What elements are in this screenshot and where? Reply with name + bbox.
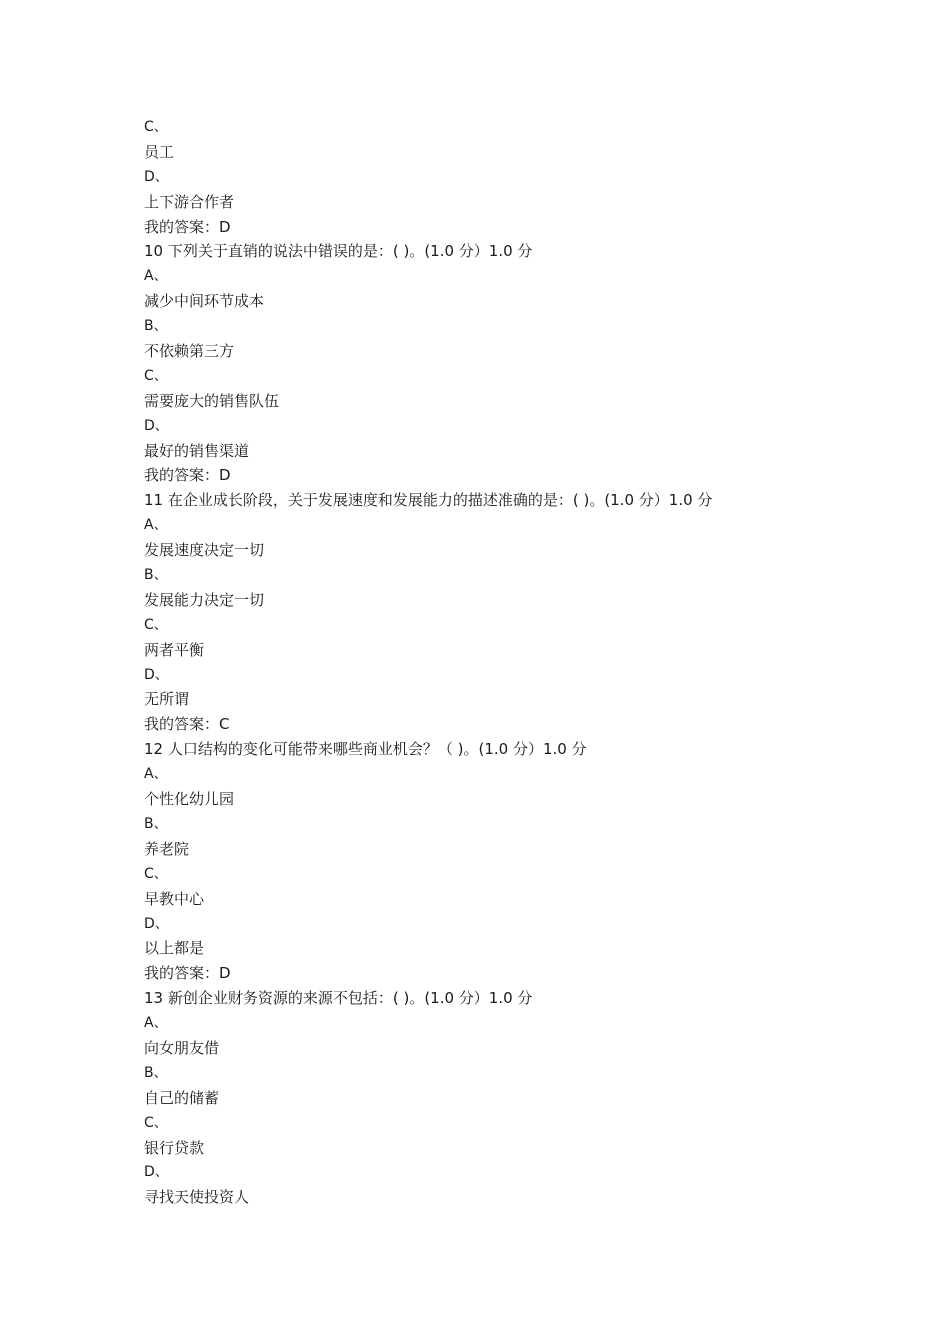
question-13: 13 新创企业财务资源的来源不包括：( )。(1.0 分）1.0 分 [144, 989, 533, 1008]
option-label-a: A、 [144, 1015, 168, 1032]
option-label-c: C、 [144, 616, 168, 633]
option-text: 两者平衡 [144, 640, 205, 659]
option-label-a: A、 [144, 766, 168, 783]
option-text: 个性化幼儿园 [144, 790, 235, 809]
question-11: 11 在企业成长阶段，关于发展速度和发展能力的描述准确的是：( )。(1.0 分）1.0 分 [144, 491, 713, 510]
option-text: 寻找天使投资人 [144, 1188, 250, 1207]
question-12: 12 人口结构的变化可能带来哪些商业机会？（ )。(1.0 分）1.0 分 [144, 740, 587, 759]
option-text: 发展能力决定一切 [144, 590, 265, 609]
option-label-b: B、 [144, 1064, 168, 1081]
option-label-b: B、 [144, 815, 168, 832]
option-text: 不依赖第三方 [144, 342, 235, 361]
option-text: 需要庞大的销售队伍 [144, 391, 280, 410]
option-text: 自己的储蓄 [144, 1088, 220, 1107]
option-label-d: D、 [144, 915, 169, 932]
option-text: 员工 [144, 142, 175, 161]
option-label-c: C、 [144, 119, 168, 135]
question-10: 10 下列关于直销的说法中错误的是：( )。(1.0 分）1.0 分 [144, 242, 533, 261]
option-label-c: C、 [144, 1114, 168, 1131]
option-text: 最好的销售渠道 [144, 441, 250, 460]
option-text: 以上都是 [144, 939, 205, 958]
option-text: 上下游合作者 [144, 192, 235, 211]
option-label-b: B、 [144, 567, 168, 584]
option-label-d: D、 [144, 1164, 169, 1181]
my-answer: 我的答案：D [144, 217, 231, 236]
option-label-d: D、 [144, 666, 169, 683]
option-text: 银行贷款 [144, 1138, 205, 1157]
option-text: 无所谓 [144, 690, 190, 709]
document-body [144, 115, 864, 1210]
option-text: 发展速度决定一切 [144, 541, 265, 560]
option-text: 减少中间环节成本 [144, 292, 265, 311]
option-text: 养老院 [144, 839, 190, 858]
my-answer: 我的答案：C [144, 715, 230, 734]
option-label-a: A、 [144, 268, 168, 285]
option-label-d: D、 [144, 168, 169, 185]
option-label-d: D、 [144, 417, 169, 434]
option-label-c: C、 [144, 367, 168, 384]
option-label-b: B、 [144, 318, 168, 335]
my-answer: 我的答案：D [144, 466, 231, 485]
my-answer: 我的答案：D [144, 964, 231, 983]
option-text: 向女朋友借 [144, 1038, 220, 1057]
option-label-c: C、 [144, 865, 168, 882]
option-text: 早教中心 [144, 889, 205, 908]
option-label-a: A、 [144, 517, 168, 534]
